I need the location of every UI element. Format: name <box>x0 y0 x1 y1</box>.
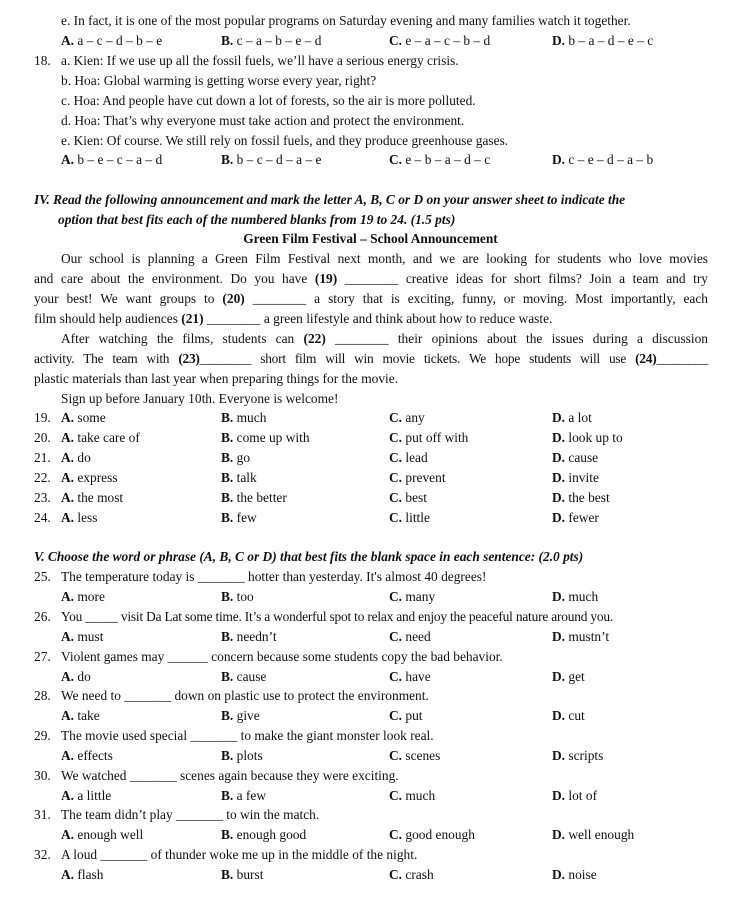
question-30-option-d: D. lot of <box>552 788 598 803</box>
question-24-number: 24. <box>34 510 51 525</box>
question-31-stem: The team didn’t play _______ to win the match. <box>61 807 320 822</box>
question-30-option-a: A. a little <box>61 788 112 803</box>
q18-line-e: e. Kien: Of course. We still rely on fossil fuels, and they produce greenhouse gases. <box>61 133 509 148</box>
question-25-option-c: C. many <box>389 589 436 604</box>
question-24-option-d: D. fewer <box>552 510 599 525</box>
q18-line-c: c. Hoa: And people have cut down a lot of forests, so the air is more polluted. <box>61 93 476 108</box>
announcement-p2-line-3: plastic materials than last year when preparing things for the movie. <box>34 371 399 386</box>
question-32-option-d: D. noise <box>552 867 597 882</box>
question-29-option-a: A. effects <box>61 748 113 763</box>
question-28-option-b: B. give <box>221 708 260 723</box>
announcement-title: Green Film Festival – School Announcement <box>243 231 498 246</box>
announcement-p1-line-2: and care about the environment. Do you have (19) ________ creative ideas for short films? Join a team and try <box>34 271 708 286</box>
question-20-number: 20. <box>34 430 51 445</box>
q17-option-b: B. c – a – b – e – d <box>221 33 322 48</box>
q18-option-c: C. e – b – a – d – c <box>389 152 491 167</box>
question-24-option-c: C. little <box>389 510 430 525</box>
question-22-number: 22. <box>34 470 51 485</box>
question-31-number: 31. <box>34 807 51 822</box>
question-19-option-d: D. a lot <box>552 410 592 425</box>
question-26-stem: You _____ visit Da Lat some time. It’s a wonderful spot to relax and enjoy the peaceful nature around you. <box>61 609 613 624</box>
question-31-option-a: A. enough well <box>61 827 144 842</box>
question-25-option-b: B. too <box>221 589 254 604</box>
question-32-option-a: A. flash <box>61 867 104 882</box>
announcement-p1-line-3: your best! We want groups to (20) ________ a story that is exciting, funny, or moving. Most importantly, each <box>34 291 709 306</box>
question-25-number: 25. <box>34 569 51 584</box>
q17-line-e: e. In fact, it is one of the most popular programs on Saturday evening and many families watch it together. <box>61 13 631 28</box>
question-28-option-a: A. take <box>61 708 100 723</box>
question-22-option-d: D. invite <box>552 470 599 485</box>
question-28-option-c: C. put <box>389 708 423 723</box>
section-4-heading-line-2: option that best fits each of the numbered blanks from 19 to 24. (1.5 pts) <box>58 212 456 227</box>
question-31-option-b: B. enough good <box>221 827 307 842</box>
question-26-option-c: C. need <box>389 629 431 644</box>
question-30-stem: We watched _______ scenes again because they were exciting. <box>61 768 399 783</box>
question-24-option-b: B. few <box>221 510 257 525</box>
question-30-option-b: B. a few <box>221 788 267 803</box>
question-29-number: 29. <box>34 728 51 743</box>
question-21-number: 21. <box>34 450 51 465</box>
question-26-option-b: B. needn’t <box>221 629 277 644</box>
question-32-number: 32. <box>34 847 51 862</box>
question-20-option-c: C. put off with <box>389 430 469 445</box>
announcement-p3: Sign up before January 10th. Everyone is welcome! <box>61 391 339 406</box>
question-27-option-c: C. have <box>389 669 431 684</box>
question-28-number: 28. <box>34 688 51 703</box>
q18-option-a: A. b – e – c – a – d <box>61 152 163 167</box>
question-23-option-b: B. the better <box>221 490 287 505</box>
announcement-p1-line-4: film should help audiences (21) ________ a green lifestyle and think about how to reduce waste. <box>34 311 553 326</box>
q18-line-d: d. Hoa: That’s why everyone must take action and protect the environment. <box>61 113 465 128</box>
question-20-option-d: D. look up to <box>552 430 623 445</box>
question-25-option-d: D. much <box>552 589 599 604</box>
question-32-stem: A loud _______ of thunder woke me up in the middle of the night. <box>61 847 418 862</box>
question-27-option-d: D. get <box>552 669 585 684</box>
question-22-option-a: A. express <box>61 470 118 485</box>
question-29-option-c: C. scenes <box>389 748 441 763</box>
q18-line-a: a. Kien: If we use up all the fossil fuels, we’ll have a serious energy crisis. <box>61 53 459 68</box>
announcement-p2-line-2: activity. The team with (23)________ short film will win movie tickets. We hope students will use (24)________ <box>34 351 709 366</box>
question-30-option-c: C. much <box>389 788 436 803</box>
question-27-option-b: B. cause <box>221 669 267 684</box>
question-28-stem: We need to _______ down on plastic use to protect the environment. <box>61 688 429 703</box>
question-32-option-c: C. crash <box>389 867 434 882</box>
q18-option-b: B. b – c – d – a – e <box>221 152 322 167</box>
question-26-option-a: A. must <box>61 629 104 644</box>
question-25-stem: The temperature today is _______ hotter than yesterday. It's almost 40 degrees! <box>61 569 487 584</box>
question-27-number: 27. <box>34 649 51 664</box>
question-23-option-c: C. best <box>389 490 427 505</box>
question-19-option-a: A. some <box>61 410 106 425</box>
question-27-stem: Violent games may ______ concern because some students copy the bad behavior. <box>61 649 503 664</box>
question-21-option-d: D. cause <box>552 450 599 465</box>
question-22-option-c: C. prevent <box>389 470 446 485</box>
question-21-option-b: B. go <box>221 450 251 465</box>
section-5-heading: V. Choose the word or phrase (A, B, C or D) that best fits the blank space in each sentence: (2.0 pts) <box>34 549 584 564</box>
question-26-number: 26. <box>34 609 51 624</box>
q18-line-b: b. Hoa: Global warming is getting worse every year, right? <box>61 73 377 88</box>
section-4-heading-line-1: IV. Read the following announcement and mark the letter A, B, C or D on your answer sheet to indicate the <box>34 192 626 207</box>
question-25-option-a: A. more <box>61 589 105 604</box>
question-24-option-a: A. less <box>61 510 98 525</box>
question-19-option-c: C. any <box>389 410 425 425</box>
question-28-option-d: D. cut <box>552 708 585 723</box>
q17-option-c: C. e – a – c – b – d <box>389 33 491 48</box>
announcement-p2-line-1: After watching the films, students can (22) ________ their opinions about the issues during a discussion <box>61 331 708 346</box>
question-19-option-b: B. much <box>221 410 267 425</box>
question-29-option-d: D. scripts <box>552 748 604 763</box>
question-20-option-a: A. take care of <box>61 430 140 445</box>
q18-option-d: D. c – e – d – a – b <box>552 152 654 167</box>
question-26-option-d: D. mustn’t <box>552 629 610 644</box>
announcement-p1-line-1: Our school is planning a Green Film Festival next month, and we are looking for students who love movies <box>61 251 708 266</box>
question-21-option-a: A. do <box>61 450 91 465</box>
question-29-stem: The movie used special _______ to make the giant monster look real. <box>61 728 434 743</box>
question-31-option-c: C. good enough <box>389 827 475 842</box>
question-27-option-a: A. do <box>61 669 91 684</box>
question-31-option-d: D. well enough <box>552 827 635 842</box>
question-21-option-c: C. lead <box>389 450 428 465</box>
question-23-option-d: D. the best <box>552 490 610 505</box>
q18-number: 18. <box>34 53 51 68</box>
question-32-option-b: B. burst <box>221 867 264 882</box>
question-19-number: 19. <box>34 410 51 425</box>
question-22-option-b: B. talk <box>221 470 257 485</box>
question-20-option-b: B. come up with <box>221 430 310 445</box>
question-29-option-b: B. plots <box>221 748 263 763</box>
question-30-number: 30. <box>34 768 51 783</box>
question-23-option-a: A. the most <box>61 490 124 505</box>
question-23-number: 23. <box>34 490 51 505</box>
q17-option-d: D. b – a – d – e – c <box>552 33 654 48</box>
q17-option-a: A. a – c – d – b – e <box>61 33 163 48</box>
